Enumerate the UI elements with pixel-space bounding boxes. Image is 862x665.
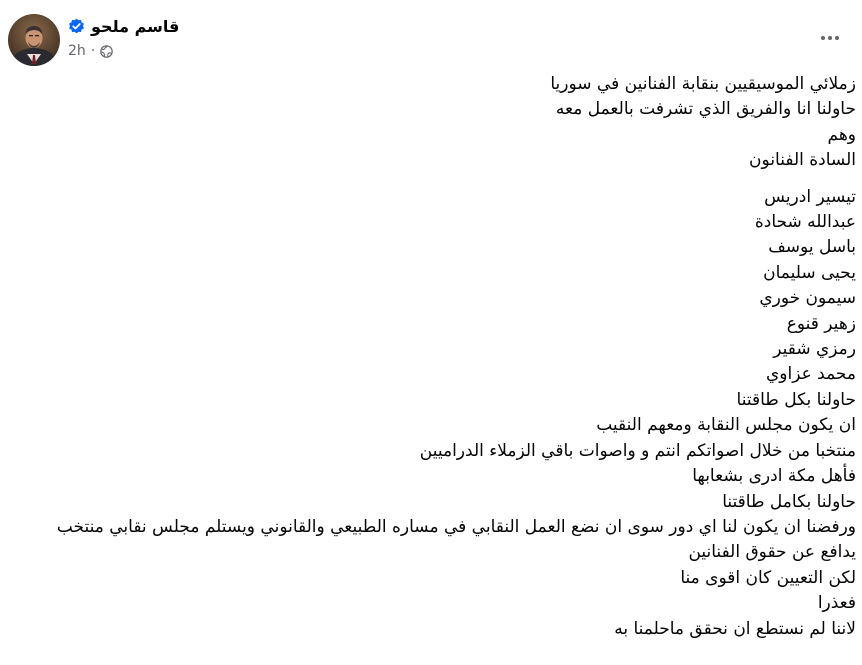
post-line: ان يكون مجلس النقابة ومعهم النقيب: [596, 415, 856, 436]
post-line: محمد عزاوي: [766, 364, 856, 385]
author-name[interactable]: قاسم ملحو: [91, 16, 180, 36]
paragraph-gap: [20, 174, 856, 185]
post-line: فعذرا: [817, 593, 856, 614]
post-line: زهير قنوع: [786, 313, 856, 334]
more-options-icon-dot: [828, 36, 832, 40]
verified-badge-icon: [68, 18, 85, 35]
post-timestamp[interactable]: 2h: [68, 43, 86, 59]
post-line: سيمون خوري: [759, 288, 856, 309]
post-line: تيسير ادريس: [764, 186, 856, 207]
meta-separator: ·: [90, 43, 96, 59]
post-line: فأهل مكة ادرى بشعابها: [692, 466, 856, 487]
post-line: باسل يوسف: [768, 237, 856, 258]
post-line: رمزي شقير: [773, 339, 856, 360]
post-line: زملائي الموسيقيين بنقابة الفنانين في سوريا: [550, 74, 856, 94]
post-line: لاننا لم نستطع ان نحقق ماحلمنا به: [614, 618, 856, 639]
author-line: [68, 14, 179, 38]
more-options-icon-dot: [835, 36, 839, 40]
post-line: ورفضنا ان يكون لنا اي دور سوى ان نضع العمل النقابي في مساره الطبيعي والقانوني ويستلم مجلس نقابي منتخب: [56, 516, 856, 537]
post-line: يحيى سليمان: [763, 262, 856, 283]
post-line: السادة الفنانون: [749, 150, 856, 171]
avatar-portrait-image: [8, 14, 60, 66]
author-avatar[interactable]: [8, 14, 60, 66]
post-text: [20, 72, 856, 642]
post-line: منتخبا من خلال اصواتكم انتم و واصوات باقي الزملاء الدراميين: [419, 440, 856, 461]
post-line: عبدالله شحادة: [754, 212, 856, 233]
post-line: يدافع عن حقوق الفنانين: [688, 542, 856, 563]
globe-icon[interactable]: [100, 45, 113, 58]
post-line: حاولنا انا والفريق الذي تشرفت بالعمل معه: [555, 99, 856, 120]
more-options-icon-dot: [821, 36, 825, 40]
more-options-button[interactable]: [812, 20, 848, 56]
post-line: حاولنا بكل طاقتنا: [736, 389, 856, 410]
post-line: حاولنا بكامل طاقتنا: [722, 491, 856, 512]
post-line: وهم: [827, 124, 856, 145]
post-header: [0, 0, 862, 72]
post-line: لكن التعيين كان اقوى منا: [680, 567, 856, 588]
post-meta: [68, 40, 113, 62]
